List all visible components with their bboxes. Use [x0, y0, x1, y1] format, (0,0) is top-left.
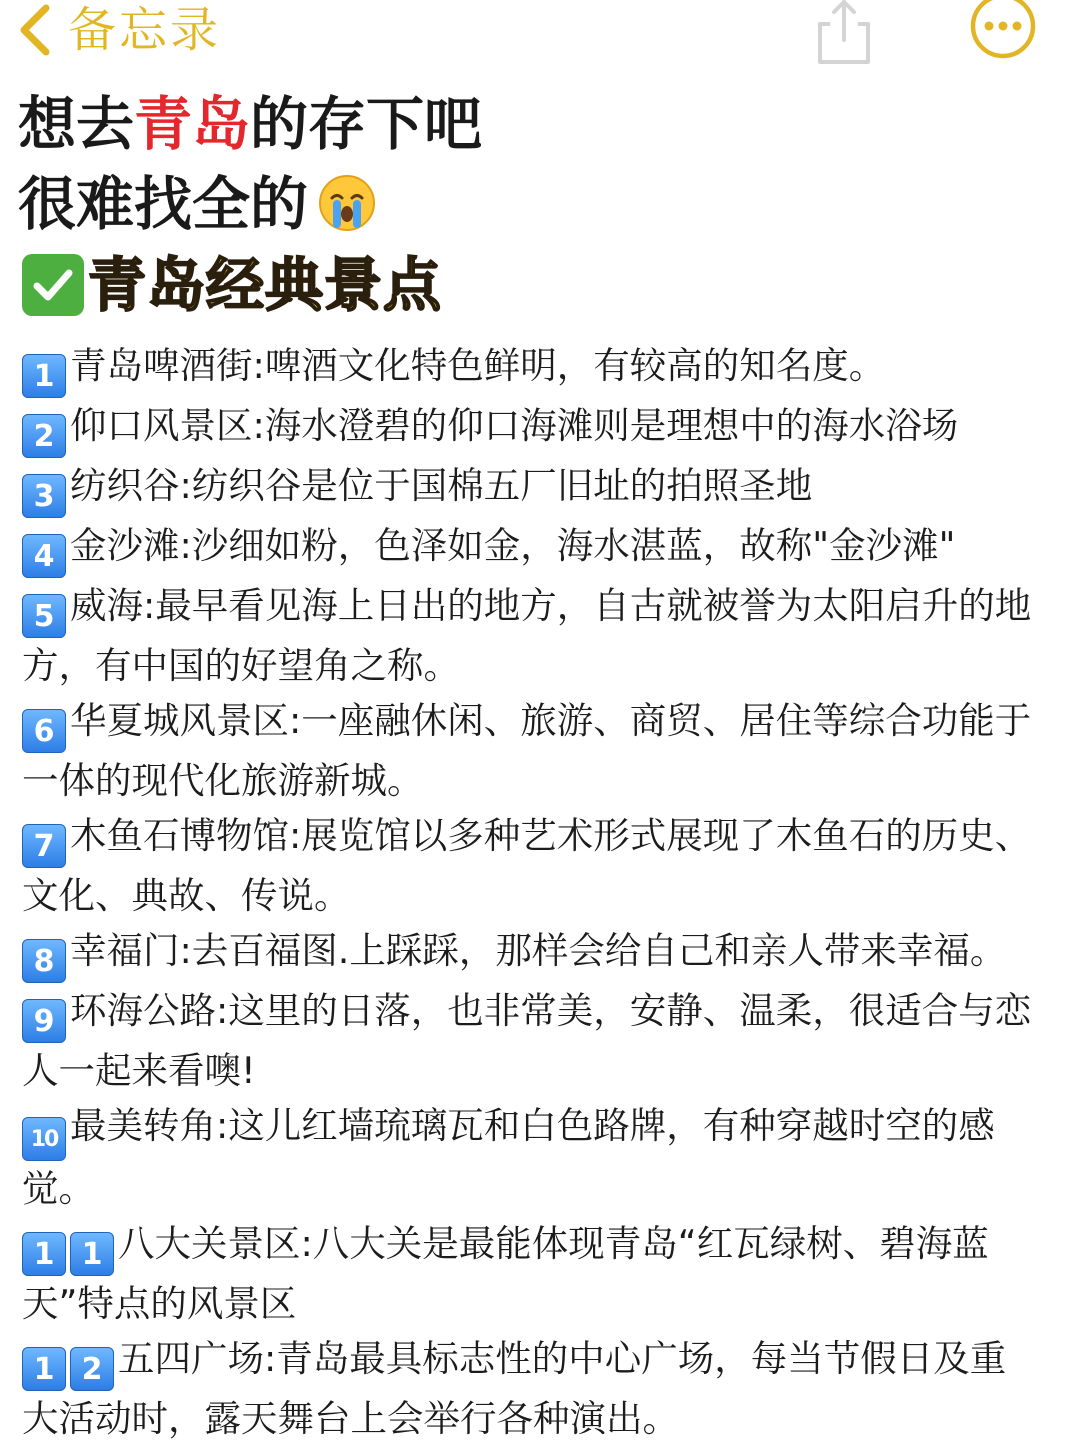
number-keycap-icon: 2 [22, 414, 66, 458]
share-icon [808, 0, 878, 66]
list-item-text: 仰口风景区:海水澄碧的仰口海滩则是理想中的海水浴场 [70, 404, 959, 447]
back-button[interactable] [14, 0, 221, 60]
headline-line-2 [18, 164, 482, 244]
list-item-text: 环海公路:这里的日落，也非常美，安静、温柔，很适合与恋人一起来看噢! [22, 989, 1032, 1092]
number-keycap-icon: 3 [22, 474, 66, 518]
number-keycap-icon: 1 [22, 354, 66, 398]
list-item [22, 923, 1032, 983]
list-item [22, 338, 1032, 398]
headline-text-2: 很难找全的 [18, 170, 309, 238]
number-keycap-icon: 1 [22, 1232, 66, 1276]
list-item [22, 983, 1032, 1098]
more-button[interactable] [968, 0, 1038, 62]
number-keycap-icon: 8 [22, 939, 66, 983]
number-keycap-icon: 1 [70, 1232, 114, 1276]
number-keycap-icon: 1 [22, 1347, 66, 1391]
list-item-text: 幸福门:去百福图.上踩踩，那样会给自己和亲人带来幸福。 [70, 929, 1007, 972]
section-header [22, 250, 442, 320]
crying-face-emoji-icon [318, 172, 376, 252]
list-item [22, 808, 1032, 923]
list-item [22, 578, 1032, 693]
list-item [22, 693, 1032, 808]
headline-highlight: 青岛 [134, 90, 251, 158]
headline-text-1a: 想去 [18, 90, 135, 158]
list-item [22, 398, 1032, 458]
number-keycap-icon: 10 [22, 1117, 66, 1161]
list-item-text: 纺织谷:纺织谷是位于国棉五厂旧址的拍照圣地 [70, 464, 813, 507]
list-item-text: 最美转角:这儿红墙琉璃瓦和白色路牌，有种穿越时空的感觉。 [22, 1104, 995, 1210]
list-item [22, 1216, 1032, 1331]
list-item [22, 518, 1032, 578]
list-item-text: 五四广场:青岛最具标志性的中心广场，每当节假日及重大活动时，露天舞台上会举行各种演出。 [22, 1337, 1007, 1440]
list-item-text: 威海:最早看见海上日出的地方，自古就被誉为太阳启升的地方，有中国的好望角之称。 [22, 584, 1032, 687]
list-item-text: 八大关景区:八大关是最能体现青岛“红瓦绿树、碧海蓝天”特点的风景区 [22, 1222, 989, 1325]
list-item [22, 1098, 1032, 1216]
check-mark-icon [22, 254, 84, 316]
back-label: 备忘录 [68, 2, 222, 58]
note-headline [18, 84, 482, 244]
section-title: 青岛经典景点 [88, 251, 443, 319]
list-item [22, 1331, 1032, 1446]
number-keycap-icon: 6 [22, 709, 66, 753]
headline-line-1 [18, 84, 482, 164]
number-keycap-icon: 7 [22, 824, 66, 868]
attraction-list [22, 338, 1032, 1446]
share-button[interactable] [808, 0, 878, 66]
more-icon [968, 0, 1038, 62]
number-keycap-icon: 5 [22, 594, 66, 638]
headline-text-1b: 的存下吧 [250, 90, 483, 158]
list-item [22, 458, 1032, 518]
list-item-text: 华夏城风景区:一座融休闲、旅游、商贸、居住等综合功能于一体的现代化旅游新城。 [22, 699, 1032, 802]
list-item-text: 木鱼石博物馆:展览馆以多种艺术形式展现了木鱼石的历史、文化、典故、传说。 [22, 814, 1032, 917]
number-keycap-icon: 2 [70, 1347, 114, 1391]
list-item-text: 金沙滩:沙细如粉，色泽如金，海水湛蓝，故称"金沙滩" [70, 524, 956, 567]
list-item-text: 青岛啤酒街:啤酒文化特色鲜明，有较高的知名度。 [70, 344, 886, 387]
chevron-left-icon [14, 2, 54, 58]
nav-bar [0, 0, 1080, 66]
number-keycap-icon: 4 [22, 534, 66, 578]
number-keycap-icon: 9 [22, 999, 66, 1043]
